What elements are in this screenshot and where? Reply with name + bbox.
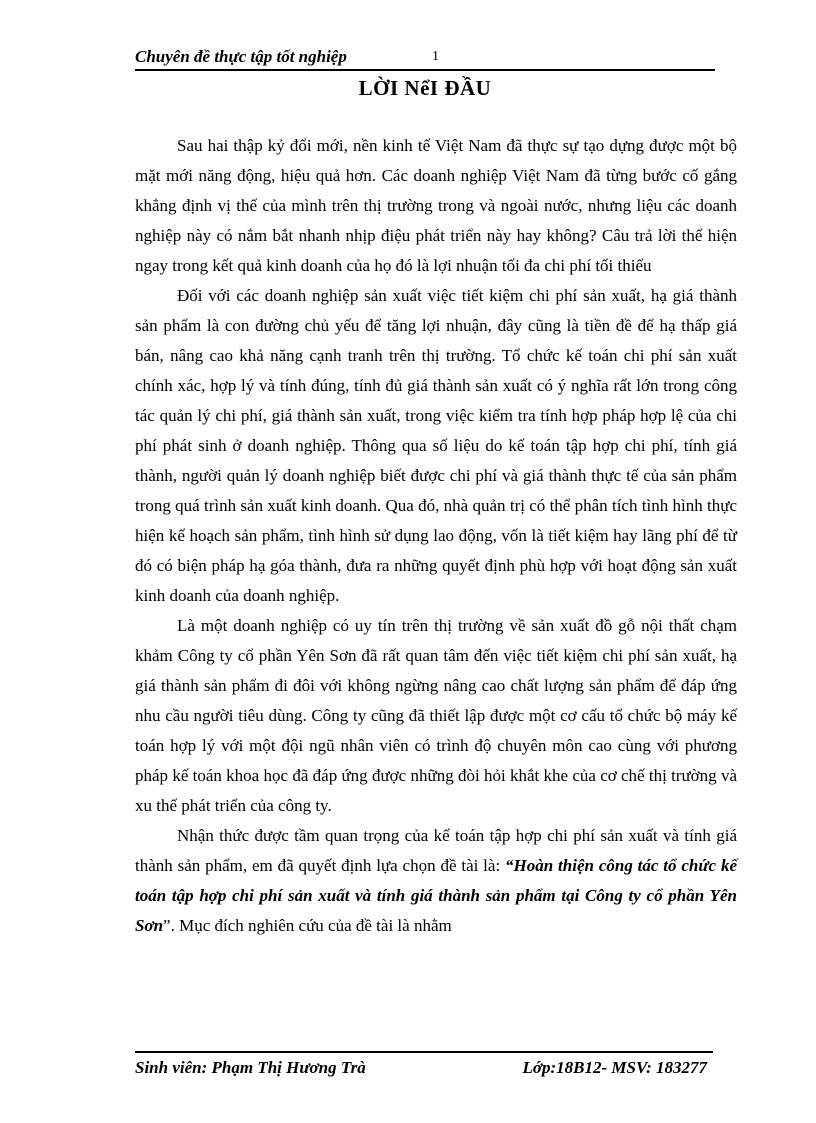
footer-class-msv: Lớp:18B12- MSV: 183277 — [522, 1058, 707, 1077]
thesis-title-emphasis: “Hoàn thiện công tác tổ chức kế toán tập hợp chi phí sản xuất và tính giá thành sản phẩm tại Công ty cổ phần Yên Sơn — [135, 856, 737, 935]
page-footer — [135, 1051, 713, 1078]
header-running-title: Chuyên đề thực tập tốt nghiệp — [135, 47, 347, 66]
paragraph-4 — [135, 821, 737, 941]
paragraph-1: Sau hai thập kỷ đổi mới, nền kinh tế Việt Nam đã thực sự tạo dựng được một bộ mặt mới năng động, hiệu quả hơn. Các doanh nghiệp Việt Nam đã từng bước cố gắng khẳng định vị thế của mình trên thị trường trong và ngoài nước, nhưng liệu các doanh nghiệp này có nắm bắt nhanh nhịp điệu phát triển này hay không? Câu trả lời thể hiện ngay trong kết quả kinh doanh của họ đó là lợi nhuận tối đa chi phí tối thiểu — [135, 136, 737, 275]
paragraph-3: Là một doanh nghiệp có uy tín trên thị trường về sản xuất đồ gỗ nội thất chạm khảm Công ty cổ phần Yên Sơn đã rất quan tâm đến việc tiết kiệm chi phí sản xuất, hạ giá thành sản phẩm đi đôi với không ngừng nâng cao chất lượng sản phẩm để đáp ứng nhu cầu người tiêu dùng. Công ty cũng đã thiết lập được một cơ cấu tổ chức bộ máy kế toán hợp lý với một đội ngũ nhân viên có trình độ chuyên môn cao cùng với phương pháp kế toán khoa học đã đáp ứng được những đòi hỏi khắt khe của cơ chế thị trường và xu thế phát triển của công ty. — [135, 616, 737, 815]
paragraph-4-suffix: ”. Mục đích nghiên cứu của đề tài là nhằm — [163, 916, 452, 935]
page-header — [135, 40, 715, 71]
paragraph-4-prefix: Nhận thức được tầm quan trọng của kế toán tập hợp chi phí sản xuất và tính giá thành sản phẩm, em đã quyết định lựa chọn đề tài là: — [135, 826, 737, 875]
document-title: LỜI NểI ĐẦU — [358, 76, 492, 100]
paragraph-2: Đối với các doanh nghiệp sản xuất việc tiết kiệm chi phí sản xuất, hạ giá thành sản phẩm là con đường chủ yếu để tăng lợi nhuận, đây cũng là tiền đề để hạ thấp giá bán, nâng cao khả năng cạnh tranh trên thị trường. Tổ chức kế toán chi phí sản xuất chính xác, hợp lý và tính đúng, tính đủ giá thành sản xuất có ý nghĩa rất lớn trong công tác quản lý chi phí, giá thành sản xuất, trong việc kiểm tra tính hợp pháp hợp lệ của chi phí phát sinh ở doanh nghiệp. Thông qua số liệu do kế toán tập hợp chi phí, tính giá thành, người quản lý doanh nghiệp biết được chi phí và giá thành thực tế của sản phẩm trong quá trình sản xuất kinh doanh. Qua đó, nhà quản trị có thể phân tích tình hình thực hiện kế hoạch sản phẩm, tình hình sử dụng lao động, vốn là tiết kiệm hay lãng phí để từ đó có biện pháp hạ góa thành, đưa ra những quyết định phù hợp với hoạt động sản xuất kinh doanh của doanh nghiệp. — [135, 286, 737, 605]
footer-student-name: Sinh viên: Phạm Thị Hương Trà — [135, 1058, 366, 1077]
document-body — [135, 131, 737, 941]
header-page-number: 1 — [432, 49, 439, 64]
